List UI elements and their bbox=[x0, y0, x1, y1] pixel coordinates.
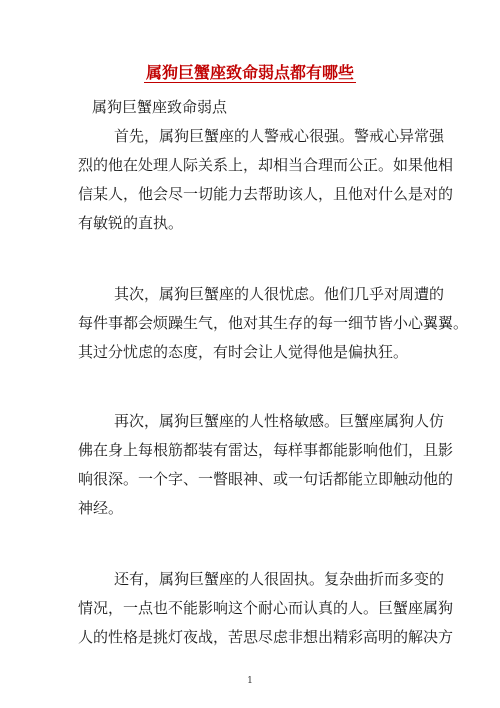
paragraph-line: 还有，属狗巨蟹座的人很固执。复杂曲折而多变的 bbox=[114, 570, 445, 588]
paragraph-line: 佛在身上每根筋都装有雷达，每样事都能影响他们，且影 bbox=[78, 441, 454, 459]
document-title bbox=[0, 62, 500, 84]
document-title-text: 属狗巨蟹座致命弱点都有哪些 bbox=[145, 63, 354, 82]
paragraph-third bbox=[78, 407, 454, 523]
paragraph-line: 每件事都会烦躁生气，他对其生存的每一细节皆小心翼翼。 bbox=[78, 314, 469, 332]
paragraph-line: 人的性格是挑灯夜战，苦思尽虑非想出精彩高明的解决方 bbox=[78, 628, 454, 646]
paragraph-second bbox=[78, 280, 469, 367]
paragraph-line: 响很深。一个字、一瞥眼神、或一句话都能立即触动他的 bbox=[78, 470, 454, 488]
paragraph-line: 首先，属狗巨蟹座的人警戒心很强。警戒心异常强 bbox=[114, 127, 445, 145]
paragraph-line: 其过分忧虑的态度，有时会让人觉得他是偏执狂。 bbox=[78, 343, 409, 361]
paragraph-line: 烈的他在处理人际关系上，却相当合理而公正。如果他相 bbox=[78, 156, 454, 174]
paragraph-line: 再次，属狗巨蟹座的人性格敏感。巨蟹座属狗人仿 bbox=[114, 412, 445, 430]
paragraph-line: 信某人，他会尽一切能力去帮助该人，且他对什么是对的 bbox=[78, 185, 454, 203]
paragraph-line: 有敏锐的直执。 bbox=[78, 214, 184, 232]
paragraph-line: 其次，属狗巨蟹座的人很忧虑。他们几乎对周遭的 bbox=[114, 285, 445, 303]
paragraph-line: 情况，一点也不能影响这个耐心而认真的人。巨蟹座属狗 bbox=[78, 599, 454, 617]
document-subtitle: 属狗巨蟹座致命弱点 bbox=[92, 98, 228, 116]
paragraph-fourth bbox=[78, 565, 454, 652]
page-number: 1 bbox=[247, 676, 253, 686]
paragraph-first bbox=[78, 122, 454, 238]
paragraph-line: 神经。 bbox=[78, 499, 124, 517]
